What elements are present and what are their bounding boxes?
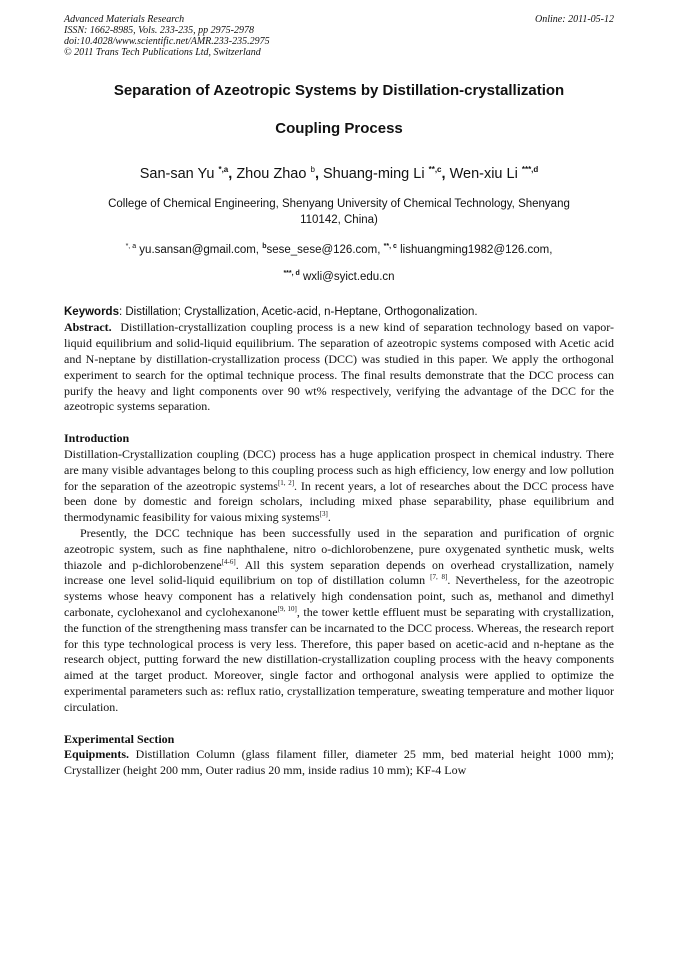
introduction-paragraph-1: Distillation-Crystallization coupling (DCC) process has a huge application prospect in chemical industry. There are many visible advantages belong to this coupling process such as high efficiency, low energy and low pollution for the separation of the azeotropic systems[1, 2]. In recent years, a lot of researches about the DCC process have been done by domestic and foreign scholars, including mixed phase separability, phase equilibrium and thermodynamic feasibility for vaious mixing systems[3]. [64, 447, 614, 525]
author-mark: *,a [218, 165, 229, 174]
author-emails [64, 235, 614, 289]
keywords-text: : Distillation; Crystallization, Acetic-acid, n-Heptane, Orthogonalization. [118, 306, 478, 319]
keywords [64, 305, 614, 320]
citation: [4-6] [221, 557, 236, 566]
citation: [9, 10] [277, 605, 297, 614]
citation: [7, 8] [430, 573, 448, 582]
journal-name: Advanced Materials Research [64, 14, 185, 25]
abstract-text: Distillation-crystallization coupling process is a new kind of separation technology based on vapor-liquid equilibrium and solid-liquid equilibrium. The separation of azeotropic systems composed with Acetic acid and N-neptane by distillation-crystallization process (DCC) was studied in this paper. We apply the orthogonal experiment to search for the optimal technique process. The final results demonstrate that the DCC process can purify the heavy and light components over 90 wt% respectively, verifying the advantage of the DCC for the azeotropic systems separation. [64, 320, 614, 414]
journal-info [64, 14, 270, 58]
author-mark: **,c [428, 165, 442, 174]
journal-copyright: © 2011 Trans Tech Publications Ltd, Switzerland [64, 47, 261, 58]
citation: [1, 2] [277, 478, 295, 487]
paper-title-line-2: Coupling Process [275, 120, 403, 137]
online-date: Online: 2011-05-12 [535, 14, 614, 25]
author-mark: ***,d [521, 165, 539, 174]
email-line [64, 235, 614, 262]
citation: [3] [319, 510, 328, 519]
email-address: lishuangming1982@126.com, [400, 243, 553, 256]
author-name: Wen-xiu Li [449, 165, 518, 182]
email-mark: **, c [383, 242, 397, 250]
equipments-paragraph [64, 747, 614, 779]
author-list: San-san Yu $^{*,a}$, Zhou Zhao $^b$, Shuang-ming Li $^{**,c}$, Wen-xiu Li $^{***,d}$ [139, 165, 539, 182]
affiliation-line: 110142, China) [300, 213, 378, 226]
email-mark: *, a [125, 242, 137, 250]
email-address: yu.sansan@gmail.com, [139, 243, 259, 256]
introduction-paragraph-2: Presently, the DCC technique has been successfully used in the separation and purification of orgnic azeotropic system, such as fine naphthalene, nitro o-dichlorobenzene, pure oxygenated synthetic musk, welts thiazole and p-dichlorobenzene[4-6]. All this system separation depends on overhead crystallization, namely increase one level solid-liquid equilibrium on top of distillation column [7, 8]. Nevertheless, for the azeotropic systems whose heavy component has a relatively high condensation point, such as, methanol and dimethyl carbonate, cyclohexanol and cyclohexanone[9, 10], the tower kettle effluent must be separating with crystallization, the function of the strengthening mass transfer can be incarnated to the DCC process. Whereas, the research report for this type technological process is very less. Therefore, this paper based on acetic-acid and n-heptane as the research object, putting forward the new distillation-crystallization coupling process with the heavy components aimed at the target product. Moreover, single factor and orthogonal analysis were applied to optimize the experimental parameters such as: reflux ratio, crystallization temperature, sweating temperature and mother liquor circulation. [64, 526, 614, 714]
abstract [64, 320, 614, 415]
email-line [64, 262, 614, 289]
email-address: sese_sese@126.com, [266, 243, 381, 256]
abstract-label: Abstract. [64, 320, 112, 335]
equipments-label: Equipments. [64, 747, 130, 762]
author-name: San-san Yu [139, 165, 215, 182]
email-address: wxli@syict.edu.cn [302, 270, 395, 283]
experimental-heading: Experimental Section [64, 731, 175, 746]
journal-issn: ISSN: 1662-8985, Vols. 233-235, pp 2975-2978 [64, 25, 254, 36]
keywords-label: Keywords [64, 306, 119, 319]
equipments-text: Distillation Column (glass filament filler, diameter 25 mm, bed material height 1000 mm); Crystallizer (height 200 mm, Outer radius 20 mm, inside radius 10 mm); KF-4 Low [64, 747, 614, 778]
author-name: Shuang-ming Li [323, 165, 425, 182]
author-mark: b [310, 165, 315, 174]
email-mark: b [262, 242, 267, 250]
journal-header [64, 14, 614, 58]
email-mark: ***, d [283, 269, 300, 277]
journal-doi: doi:10.4028/www.scientific.net/AMR.233-235.2975 [64, 36, 270, 47]
author-name: Zhou Zhao [236, 165, 307, 182]
affiliation-line: College of Chemical Engineering, Shenyang University of Chemical Technology, Shenyang [108, 197, 570, 210]
introduction-heading: Introduction [64, 431, 130, 446]
paper-title-line-1: Separation of Azeotropic Systems by Distillation-crystallization [113, 82, 565, 99]
affiliation [64, 196, 614, 228]
